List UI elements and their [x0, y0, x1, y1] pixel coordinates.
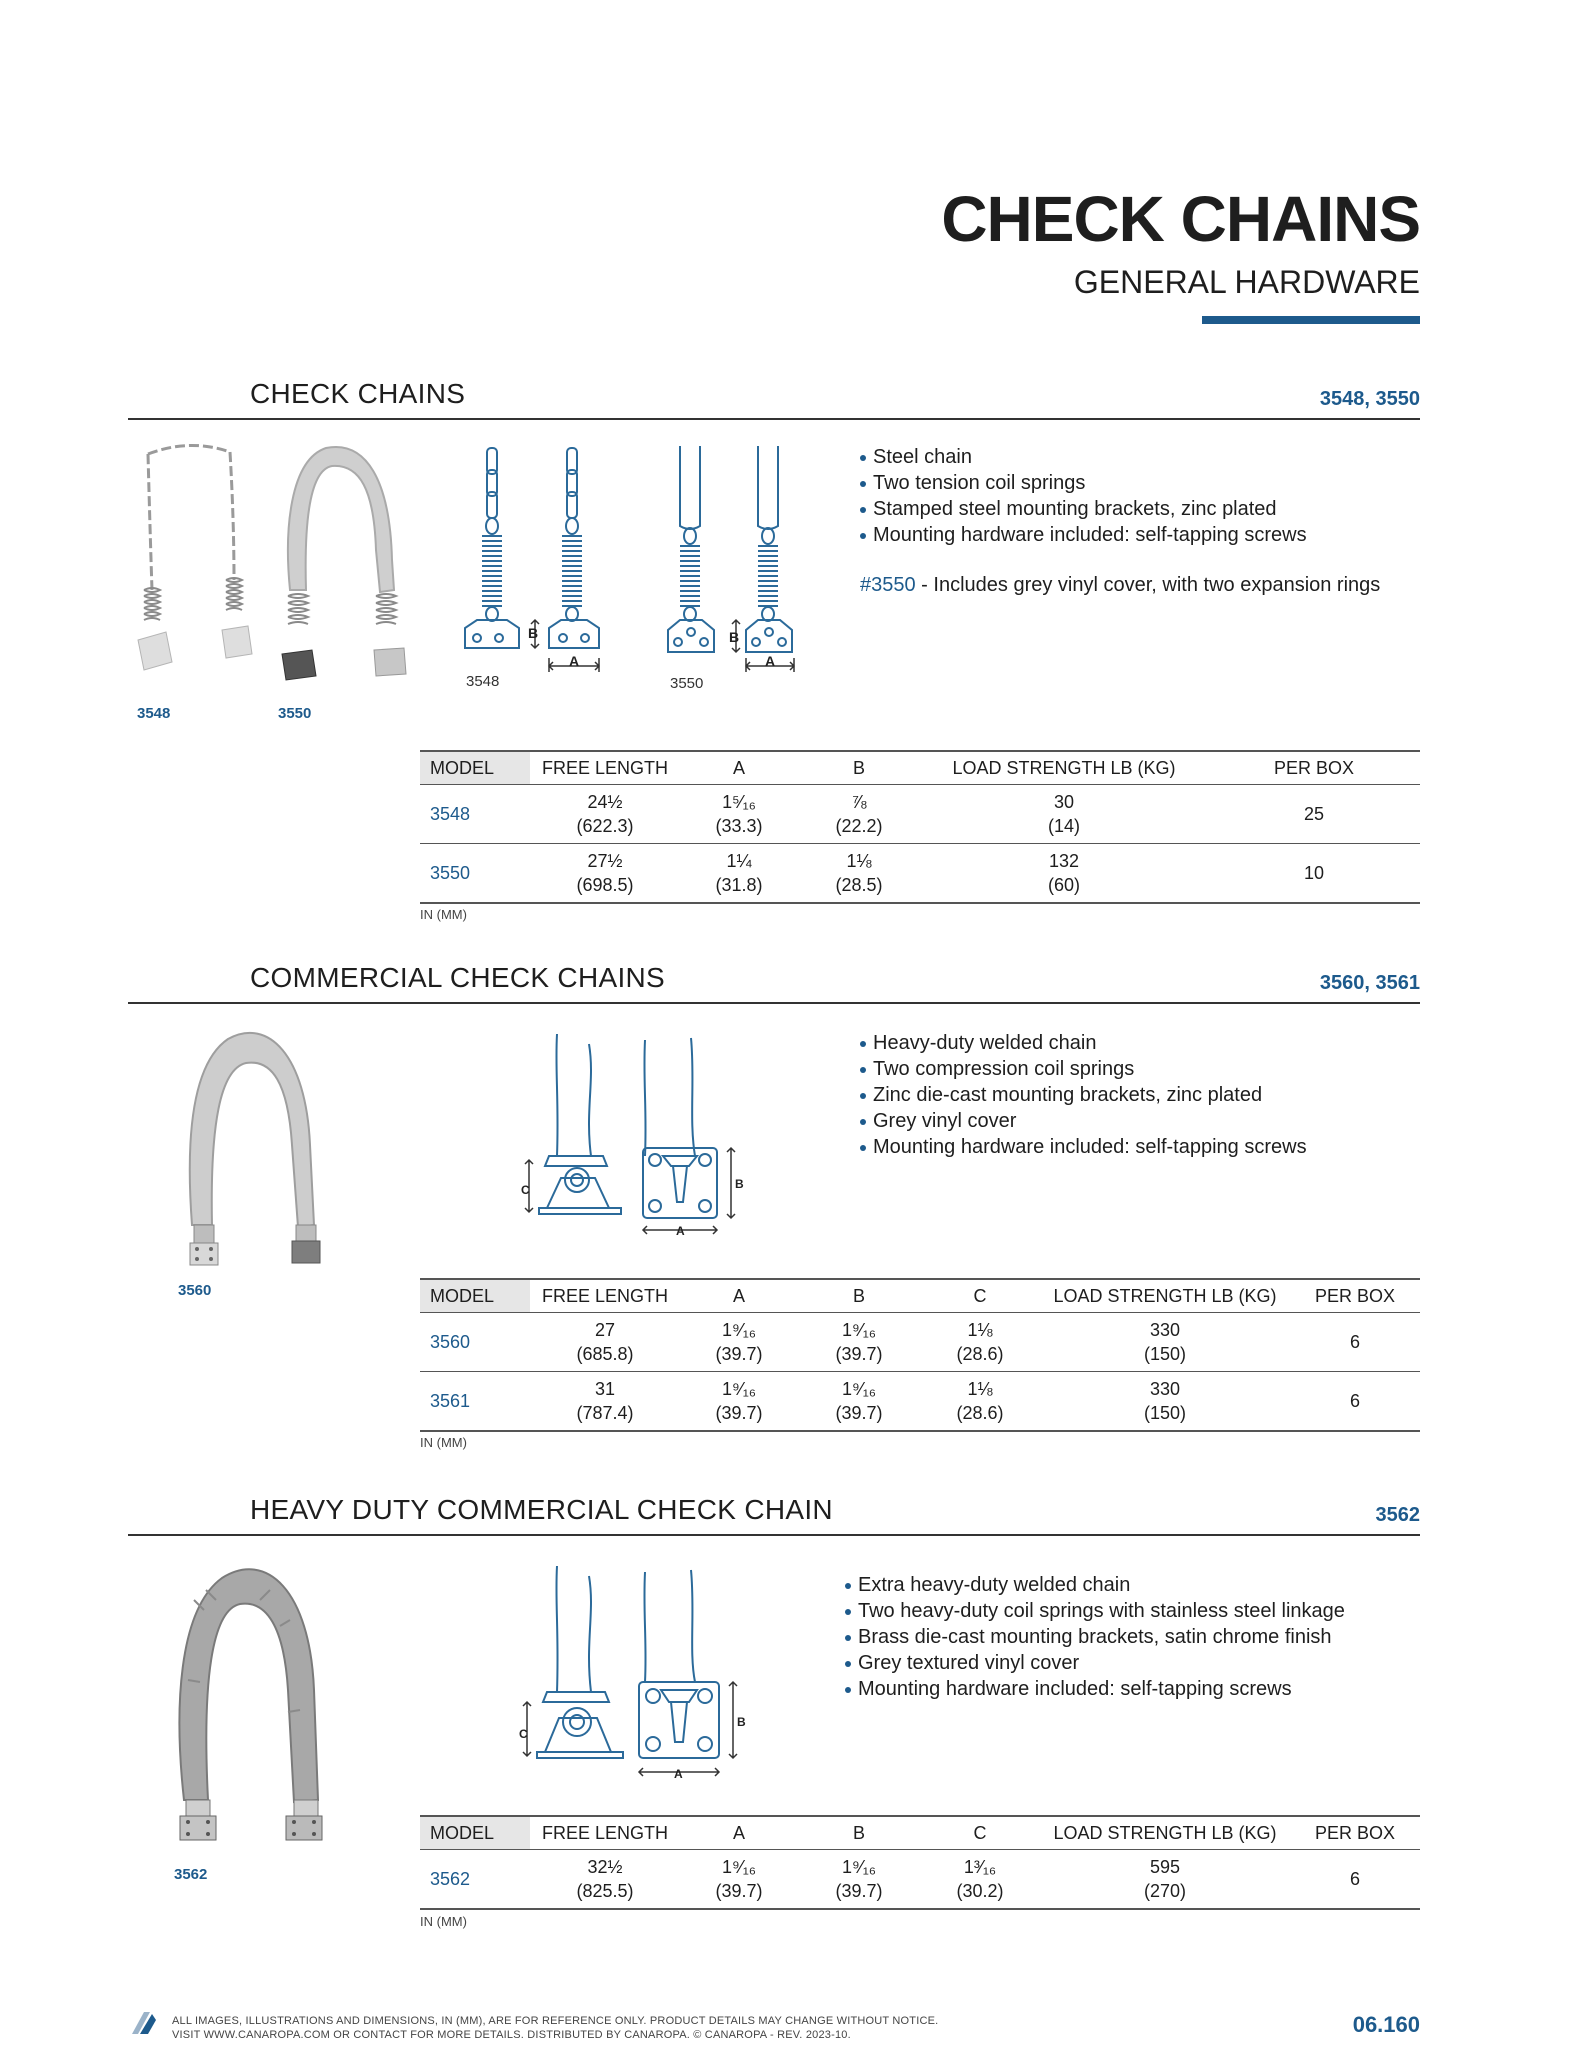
- free-length-cell: 31 (787.4): [530, 1372, 680, 1432]
- model-cell: 3548: [420, 785, 530, 844]
- svg-text:A: A: [765, 653, 776, 669]
- column-header-model: MODEL: [420, 1816, 530, 1850]
- section-title-check-chains: CHECK CHAINS: [250, 378, 466, 409]
- photo-label-3550: 3550: [278, 705, 312, 722]
- column-header-load-strength: LOAD STRENGTH LB (KG): [1040, 1279, 1290, 1313]
- load-strength-cell: 30 (14): [920, 785, 1208, 844]
- svg-text:C: C: [521, 1183, 530, 1197]
- footer-line-2: VISIT WWW.CANAROPA.COM OR CONTACT FOR MORE DETAILS. DISTRIBUTED BY CANAROPA. © CANAROPA - REV. 2023-10.: [172, 2029, 851, 2041]
- drawing-label-3548: 3548: [466, 673, 500, 690]
- feature-item: Extra heavy-duty welded chain: [845, 1572, 1345, 1598]
- section-title-commercial-check-chains: COMMERCIAL CHECK CHAINS: [250, 962, 666, 993]
- load-strength-cell: 595 (270): [1040, 1850, 1290, 1910]
- spec-table-heavy-duty-check-chain: [420, 1815, 1420, 1910]
- a-cell: 1¼ (31.8): [680, 844, 798, 904]
- a-cell: 1⁹⁄₁₆ (39.7): [680, 1850, 798, 1910]
- per-box-cell: 6: [1290, 1313, 1420, 1372]
- drawing-3562: [505, 1562, 755, 1782]
- features-list-heavy-duty-check-chain: [845, 1572, 1345, 1702]
- table-row: [420, 1372, 1420, 1432]
- table-row: [420, 785, 1420, 844]
- a-cell: 1⁵⁄₁₆ (33.3): [680, 785, 798, 844]
- c-cell: 1⅛ (28.6): [920, 1372, 1040, 1432]
- free-length-cell: 27 (685.8): [530, 1313, 680, 1372]
- a-cell: 1⁹⁄₁₆ (39.7): [680, 1313, 798, 1372]
- feature-item: Grey textured vinyl cover: [845, 1650, 1345, 1676]
- model-cell: 3550: [420, 844, 530, 904]
- feature-item: Stamped steel mounting brackets, zinc plated: [860, 496, 1307, 522]
- feature-item: Mounting hardware included: self-tapping screws: [860, 522, 1307, 548]
- features-list-check-chains: [860, 444, 1307, 548]
- column-header-c: C: [920, 1279, 1040, 1313]
- title-accent-bar: [1202, 316, 1420, 324]
- feature-item: Heavy-duty welded chain: [860, 1030, 1307, 1056]
- spec-table-commercial-check-chains: [420, 1278, 1420, 1432]
- feature-item: Steel chain: [860, 444, 1307, 470]
- free-length-cell: 24½ (622.3): [530, 785, 680, 844]
- product-photo-3562: [170, 1560, 340, 1850]
- column-header-b: B: [798, 751, 920, 785]
- section-models-commercial-check-chains: 3560, 3561: [1319, 972, 1420, 994]
- load-strength-cell: 330 (150): [1040, 1313, 1290, 1372]
- feature-item: Mounting hardware included: self-tapping screws: [860, 1134, 1307, 1160]
- b-cell: 1⁹⁄₁₆ (39.7): [798, 1850, 920, 1910]
- column-header-b: B: [798, 1816, 920, 1850]
- model-cell: 3562: [420, 1850, 530, 1910]
- photo-label-3560: 3560: [178, 1282, 212, 1299]
- product-photo-3550: [270, 440, 420, 700]
- svg-text:B: B: [528, 625, 539, 641]
- note-text: - Includes grey vinyl cover, with two expansion rings: [915, 574, 1381, 596]
- svg-text:C: C: [519, 1727, 528, 1741]
- product-photo-3560: [180, 1025, 350, 1275]
- column-header-load-strength: LOAD STRENGTH LB (KG): [920, 751, 1208, 785]
- section-divider: [128, 1002, 1420, 1004]
- drawing-label-3550: 3550: [670, 675, 704, 692]
- table-row: [420, 844, 1420, 904]
- column-header-b: B: [798, 1279, 920, 1313]
- drawing-3548: [455, 440, 615, 680]
- column-header-c: C: [920, 1816, 1040, 1850]
- load-strength-cell: 330 (150): [1040, 1372, 1290, 1432]
- column-header-model: MODEL: [420, 1279, 530, 1313]
- per-box-cell: 10: [1208, 844, 1420, 904]
- column-header-free-length: FREE LENGTH: [530, 751, 680, 785]
- section-divider: [128, 418, 1420, 420]
- svg-text:B: B: [737, 1715, 746, 1729]
- section-models-heavy-duty-check-chain: 3562: [1375, 1504, 1420, 1526]
- model-cell: 3561: [420, 1372, 530, 1432]
- b-cell: 1⅛ (28.5): [798, 844, 920, 904]
- free-length-cell: 27½ (698.5): [530, 844, 680, 904]
- feature-item: Grey vinyl cover: [860, 1108, 1307, 1134]
- page-title: CHECK CHAINS: [941, 183, 1420, 255]
- feature-item: Brass die-cast mounting brackets, satin chrome finish: [845, 1624, 1345, 1650]
- svg-text:A: A: [569, 653, 580, 669]
- feature-item: Two tension coil springs: [860, 470, 1307, 496]
- canaropa-logo-icon: [128, 2008, 158, 2038]
- a-cell: 1⁹⁄₁₆ (39.7): [680, 1372, 798, 1432]
- column-header-load-strength: LOAD STRENGTH LB (KG): [1040, 1816, 1290, 1850]
- per-box-cell: 6: [1290, 1372, 1420, 1432]
- column-header-model: MODEL: [420, 751, 530, 785]
- column-header-per-box: PER BOX: [1208, 751, 1420, 785]
- load-strength-cell: 132 (60): [920, 844, 1208, 904]
- table-row: [420, 1850, 1420, 1910]
- b-cell: 1⁹⁄₁₆ (39.7): [798, 1313, 920, 1372]
- column-header-free-length: FREE LENGTH: [530, 1279, 680, 1313]
- photo-label-3562: 3562: [174, 1866, 208, 1883]
- section-title-heavy-duty-check-chain: HEAVY DUTY COMMERCIAL CHECK CHAIN: [250, 1494, 833, 1525]
- c-cell: 1³⁄₁₆ (30.2): [920, 1850, 1040, 1910]
- unit-note: IN (MM): [420, 1914, 467, 1929]
- column-header-per-box: PER BOX: [1290, 1279, 1420, 1313]
- feature-item: Mounting hardware included: self-tapping screws: [845, 1676, 1345, 1702]
- product-photo-3548: [130, 440, 260, 700]
- column-header-a: A: [680, 1279, 798, 1313]
- spec-table-check-chains: [420, 750, 1420, 904]
- c-cell: 1⅛ (28.6): [920, 1313, 1040, 1372]
- feature-item: Zinc die-cast mounting brackets, zinc plated: [860, 1082, 1307, 1108]
- svg-text:A: A: [674, 1767, 683, 1781]
- vinyl-cover-note: [860, 574, 1380, 597]
- page-number: 06.160: [1352, 2012, 1420, 2037]
- footer-disclaimer: [172, 2014, 938, 2042]
- section-models-check-chains: 3548, 3550: [1319, 388, 1420, 410]
- section-divider: [128, 1534, 1420, 1536]
- footer-line-1: ALL IMAGES, ILLUSTRATIONS AND DIMENSIONS, IN (MM), ARE FOR REFERENCE ONLY. PRODUCT DETAILS MAY CHANGE WITHOUT NOTICE.: [172, 2015, 939, 2027]
- note-model-number: #3550: [860, 574, 916, 596]
- svg-text:B: B: [735, 1177, 744, 1191]
- table-row: [420, 1313, 1420, 1372]
- drawing-3550: [660, 440, 820, 680]
- features-list-commercial-check-chains: [860, 1030, 1307, 1160]
- b-cell: 1⁹⁄₁₆ (39.7): [798, 1372, 920, 1432]
- drawing-3560-3561: [505, 1030, 755, 1240]
- per-box-cell: 25: [1208, 785, 1420, 844]
- photo-label-3548: 3548: [137, 705, 171, 722]
- svg-text:B: B: [729, 629, 740, 645]
- svg-text:A: A: [676, 1224, 685, 1238]
- column-header-a: A: [680, 751, 798, 785]
- per-box-cell: 6: [1290, 1850, 1420, 1910]
- b-cell: ⅞ (22.2): [798, 785, 920, 844]
- free-length-cell: 32½ (825.5): [530, 1850, 680, 1910]
- page-subtitle: GENERAL HARDWARE: [1073, 264, 1420, 300]
- column-header-per-box: PER BOX: [1290, 1816, 1420, 1850]
- feature-item: Two heavy-duty coil springs with stainless steel linkage: [845, 1598, 1345, 1624]
- column-header-free-length: FREE LENGTH: [530, 1816, 680, 1850]
- column-header-a: A: [680, 1816, 798, 1850]
- unit-note: IN (MM): [420, 1435, 467, 1450]
- unit-note: IN (MM): [420, 907, 467, 922]
- feature-item: Two compression coil springs: [860, 1056, 1307, 1082]
- model-cell: 3560: [420, 1313, 530, 1372]
